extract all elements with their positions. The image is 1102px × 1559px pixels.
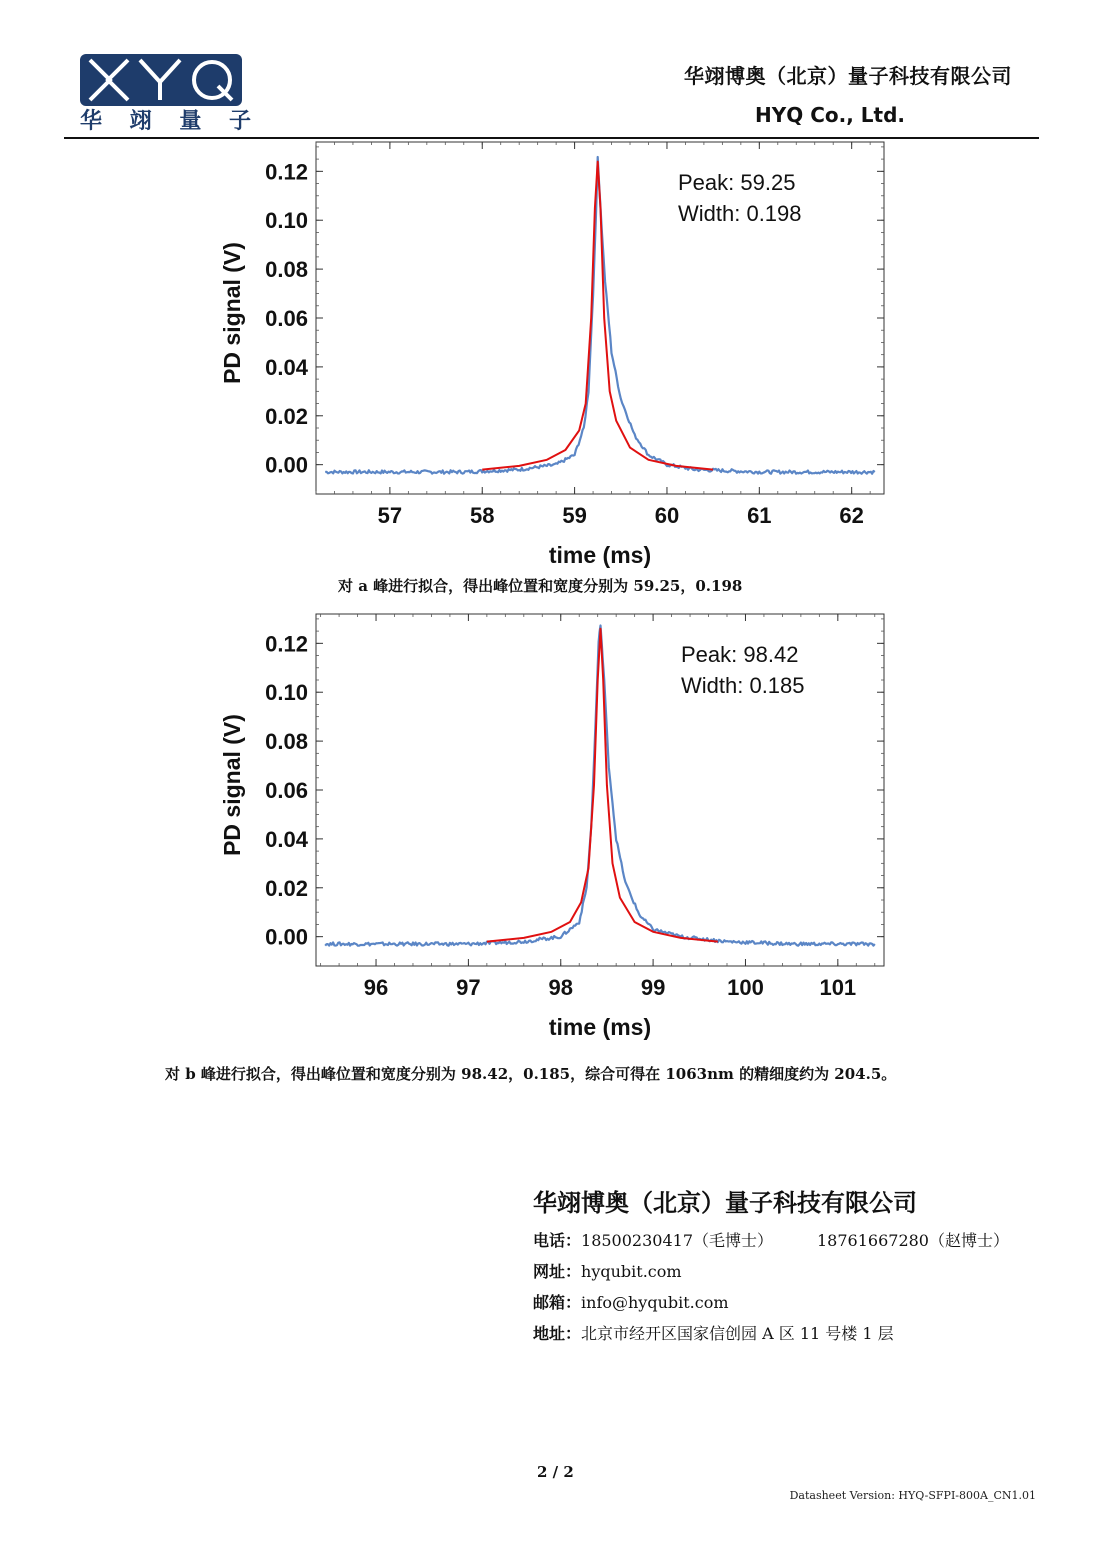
web-label: 网址： [533, 1262, 582, 1281]
x-axis-label: time (ms) [548, 1014, 652, 1040]
y-tick-label: 0.04 [265, 354, 308, 380]
contact-phone [533, 1228, 1009, 1251]
y-tick-label: 0.08 [265, 257, 308, 283]
x-tick-label: 98 [548, 975, 573, 1000]
contact-mail [533, 1290, 729, 1313]
contact-web [533, 1259, 682, 1282]
y-tick-label: 0.04 [265, 826, 308, 852]
company-name-en: HYQ Co., Ltd. [755, 103, 905, 127]
peak-annotation: Peak: 59.25 [678, 170, 796, 195]
mail-link[interactable]: info@hyqubit.com [581, 1293, 729, 1312]
y-tick-label: 0.08 [265, 729, 308, 755]
x-tick-label: 100 [727, 975, 764, 1000]
y-tick-label: 0.02 [265, 875, 308, 901]
phone-1: 18500230417（毛博士） [581, 1231, 773, 1250]
footer-company-name: 华翊博奥（北京）量子科技有限公司 [533, 1188, 917, 1217]
peak-annotation: Peak: 98.42 [681, 642, 799, 667]
caption-b: 对 b 峰进行拟合，得出峰位置和宽度分别为 98.42，0.185，综合可得在 1063nm 的精细度约为 204.5。 [165, 1065, 897, 1083]
phone-2: 18761667280（赵博士） [817, 1231, 1009, 1250]
mail-label: 邮箱： [533, 1293, 582, 1312]
x-tick-label: 60 [654, 503, 680, 528]
y-tick-label: 0.00 [265, 924, 308, 950]
y-tick-label: 0.10 [265, 680, 308, 706]
address-label: 地址： [533, 1324, 582, 1343]
y-tick-label: 0.02 [265, 403, 308, 429]
contact-address [533, 1321, 894, 1344]
x-tick-label: 59 [562, 503, 587, 528]
y-tick-label: 0.10 [265, 208, 308, 234]
y-tick-label: 0.00 [265, 452, 308, 478]
x-tick-label: 58 [470, 503, 495, 528]
x-tick-label: 97 [456, 975, 481, 1000]
web-link[interactable]: hyqubit.com [581, 1262, 682, 1281]
page-number: 2 / 2 [537, 1463, 574, 1481]
chart-peak-a [0, 138, 1102, 570]
logo-subtitle: 华 翊 量 子 [80, 109, 261, 134]
width-annotation: Width: 0.198 [678, 201, 802, 226]
x-tick-label: 99 [640, 975, 666, 1000]
y-axis-label: PD signal (V) [219, 242, 245, 384]
x-tick-label: 57 [377, 503, 403, 528]
chart-peak-b [0, 610, 1102, 1042]
width-annotation: Width: 0.185 [681, 673, 805, 698]
plot-frame [316, 614, 884, 966]
datasheet-version: Datasheet Version: HYQ-SFPI-800A_CN1.01 [789, 1489, 1036, 1502]
x-tick-label: 96 [363, 975, 389, 1000]
y-tick-label: 0.06 [265, 306, 308, 331]
phone-label: 电话： [533, 1231, 582, 1250]
x-tick-label: 61 [747, 503, 772, 528]
y-tick-label: 0.06 [265, 778, 308, 803]
company-logo [80, 54, 261, 134]
caption-a: 对 a 峰进行拟合，得出峰位置和宽度分别为 59.25，0.198 [338, 577, 743, 595]
y-axis-label: PD signal (V) [219, 714, 245, 856]
x-tick-label: 101 [819, 975, 857, 1000]
x-axis-label: time (ms) [548, 542, 652, 568]
company-name-cn: 华翊博奥（北京）量子科技有限公司 [684, 64, 1012, 88]
address-value: 北京市经开区国家信创园 A 区 11 号楼 1 层 [581, 1324, 894, 1343]
y-tick-label: 0.12 [265, 159, 308, 185]
y-tick-label: 0.12 [265, 631, 308, 657]
x-tick-label: 62 [839, 503, 864, 528]
